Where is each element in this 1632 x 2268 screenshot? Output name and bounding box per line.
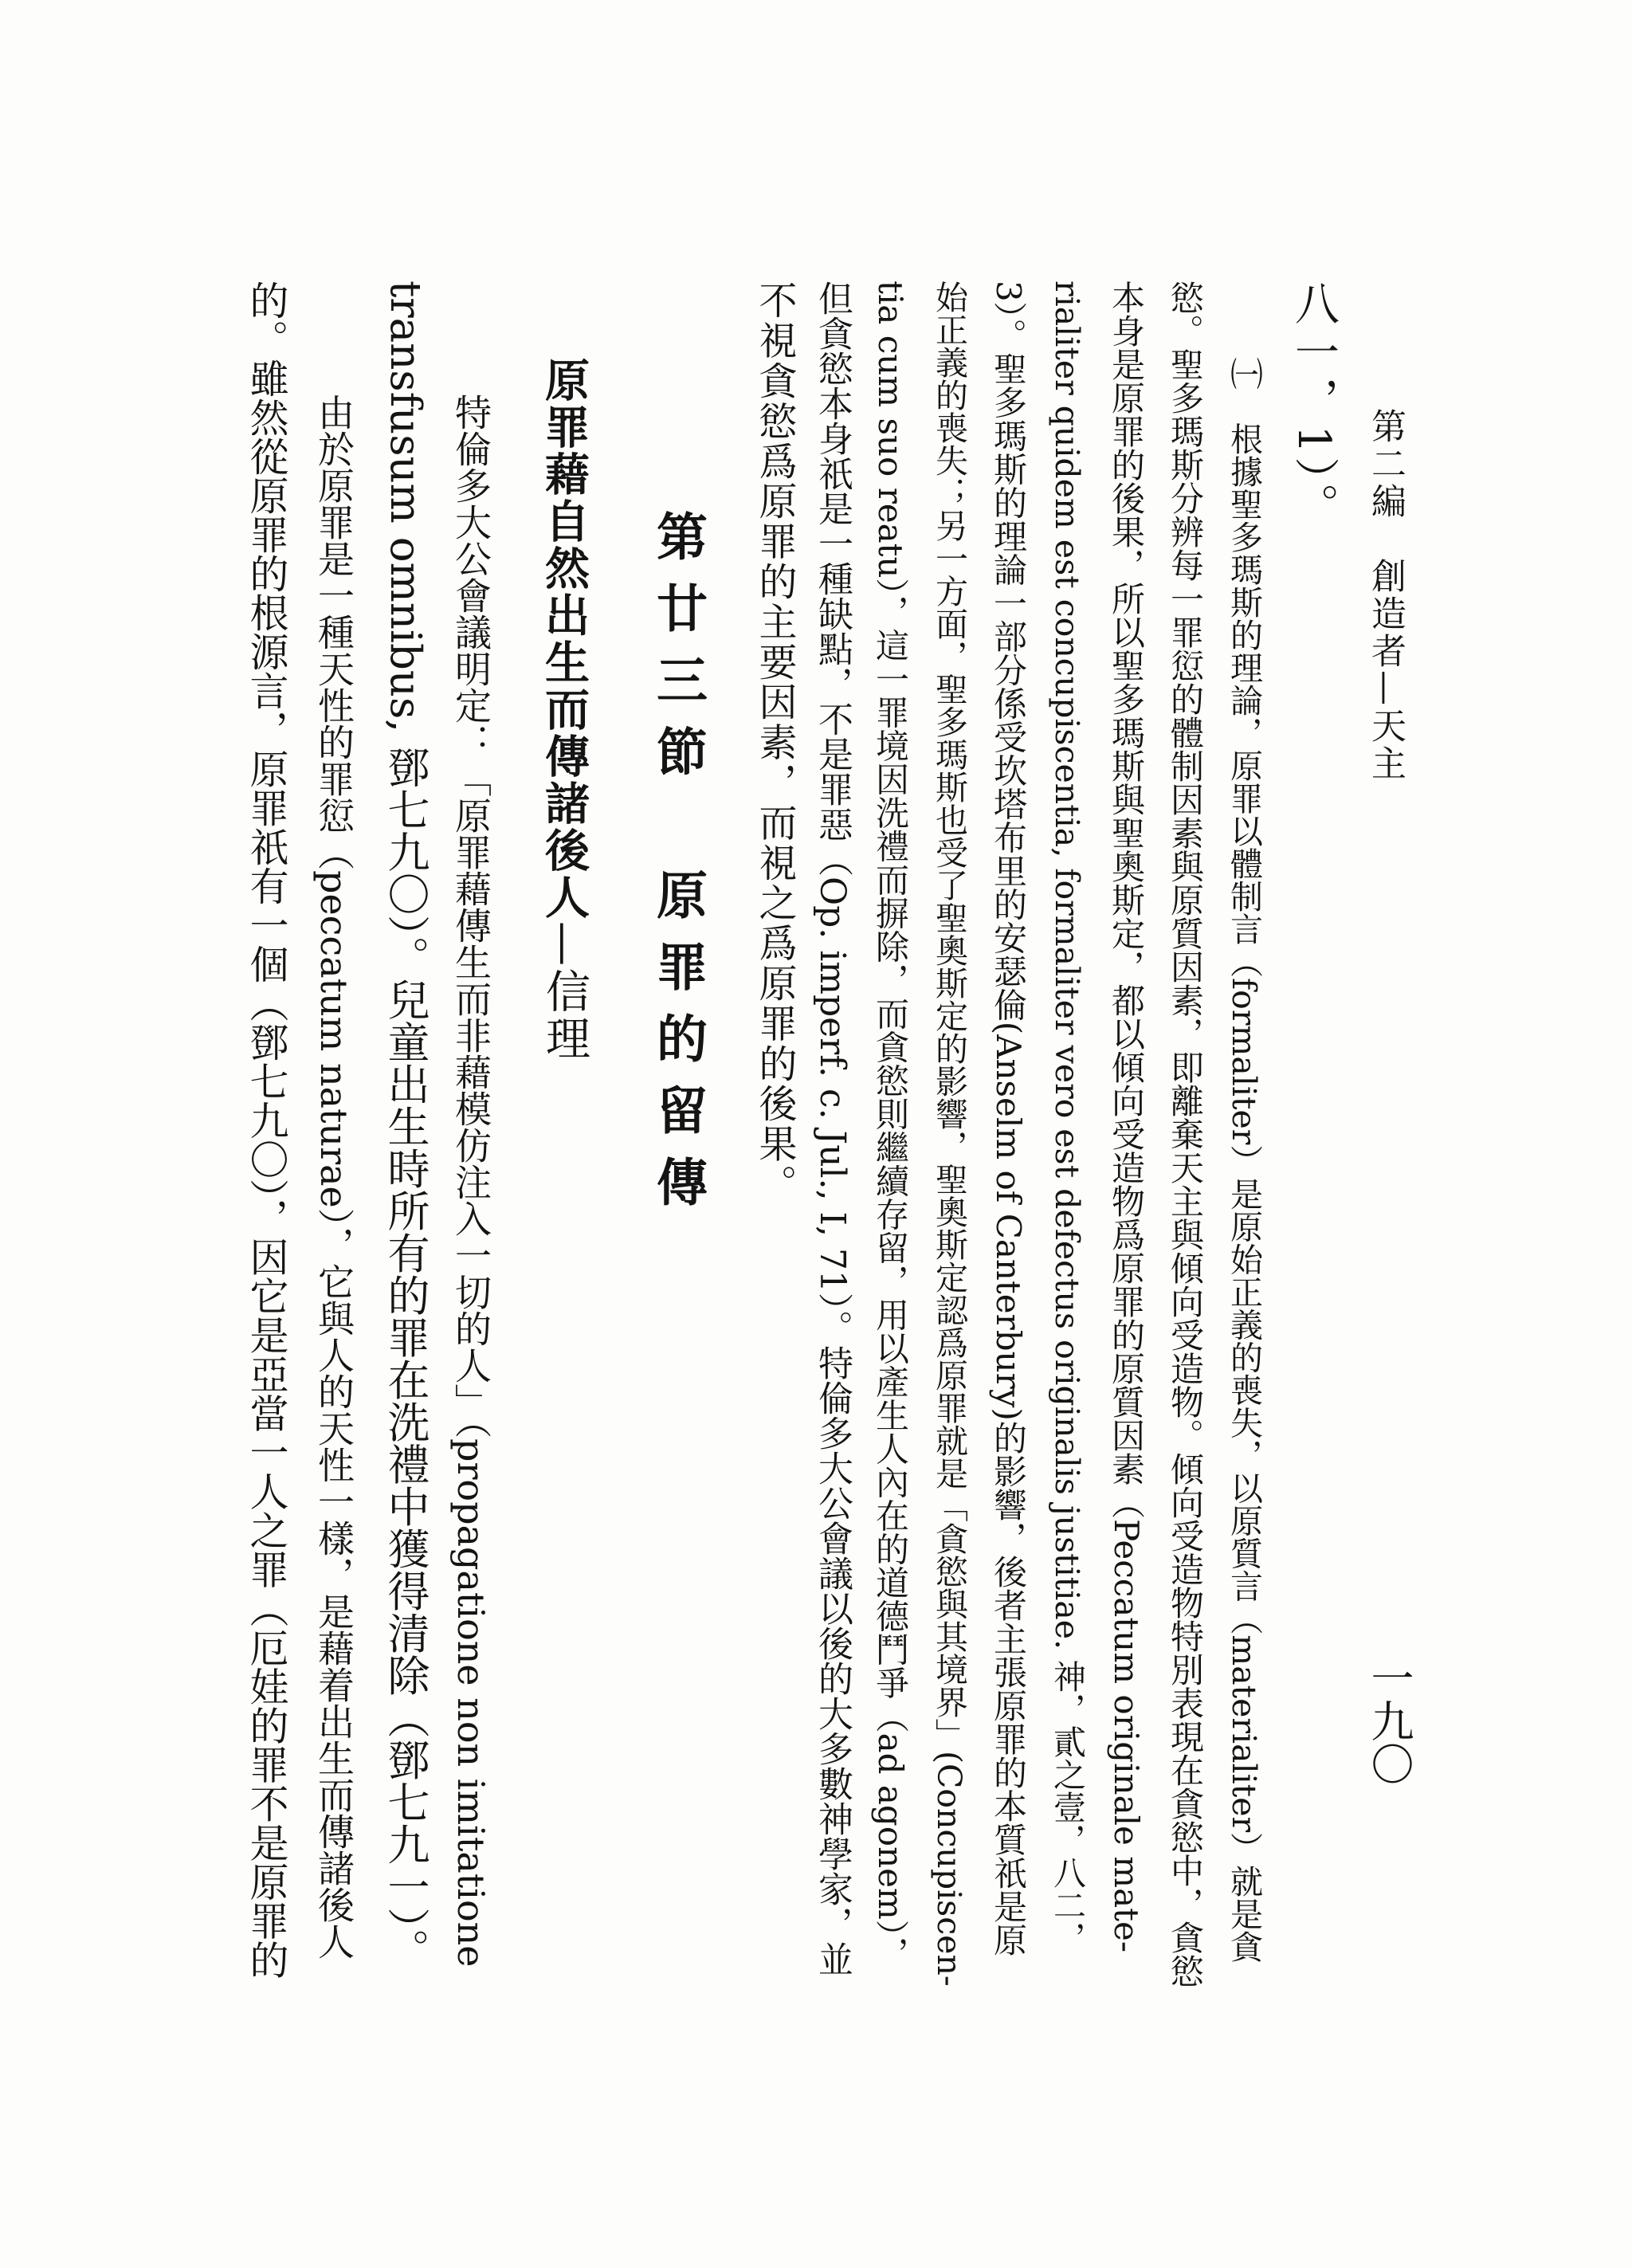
section-title: 第廿三節 原罪的留傳 xyxy=(648,510,708,1227)
reference-continuation: 八一，1）。 xyxy=(1288,281,1340,532)
paragraph-line: 由於原罪是一種天性的罪愆（peccatum naturae），它與人的天性一樣，是藉着出生而傳諸後人 xyxy=(312,357,355,1960)
paragraph-line: 的。雖然從原罪的根源言，原罪祇有一個（鄧七九〇），因它是亞當一人之罪（厄娃的罪不是原罪的 xyxy=(244,281,289,1980)
footnote-line: 始正義的喪失；另一方面，聖多瑪斯也受了聖奧斯定的影響，聖奧斯定認爲原罪就是「貪慾與其境界」(Concupiscen- xyxy=(930,281,968,1987)
paragraph-line: 特倫多大公會議明定：「原罪藉傳生而非藉模仿注入一切的人」（propagatione non imitatione xyxy=(449,357,492,1968)
footnote-line: 本身是原罪的後果，所以聖多瑪斯與聖奧斯定，都以傾向受造物爲原罪的原質因素（Peccatum originale mate- xyxy=(1107,281,1146,1953)
running-title: 第二編 創造者—天主 xyxy=(1365,408,1406,783)
footnote-line: 3）。聖多瑪斯的理論一部分係受坎塔布里的安瑟倫(Anselm of Canterbury)的影響，後者主張原罪的本質祇是原 xyxy=(989,281,1028,1956)
footnote-line: 但貪慾本身祇是一種缺點，不是罪惡（Op. imperf. c. Jul., I, 71）。特倫多大公會議以後的大多數神學家，並 xyxy=(812,281,853,1976)
footnote-line: rialiter quidem est concupiscentia, formaliter vero est defectus originalis justitiae. 神，貳之壹，八二， xyxy=(1048,281,1086,1955)
thesis-heading xyxy=(538,357,590,1062)
footnote-line: 慾。聖多瑪斯分辨每一罪愆的體制因素與原質因素，即離棄天主與傾向受造物。傾向受造物特別表現在貪慾中，貪慾 xyxy=(1166,281,1205,1987)
footnote-line: tia cum suo reatu），這一罪境因洗禮而摒除，而貪慾則繼續存留，用以產生人內在的道德鬥爭（ad agonem）， xyxy=(871,281,910,1970)
footnote-line: ㈠ 根據聖多瑪斯的理論，原罪以體制言（formaliter）是原始正義的喪失，以原質言（materialiter）就是貪 xyxy=(1225,357,1263,1964)
footnote-line: 不視貪慾爲原罪的主要因素，而視之爲原罪的後果。 xyxy=(752,281,797,1205)
thesis-qualification: —信理 xyxy=(539,921,590,1062)
page-number: 一九〇 xyxy=(1364,1656,1414,1785)
paragraph-line: transfusum omnibus, 鄧七九〇）。兒童出生時所有的罪在洗禮中獲得清除（鄧七九一）。 xyxy=(381,281,430,1971)
thesis-text: 原罪藉自然出生而傳諸後人 xyxy=(538,357,590,921)
